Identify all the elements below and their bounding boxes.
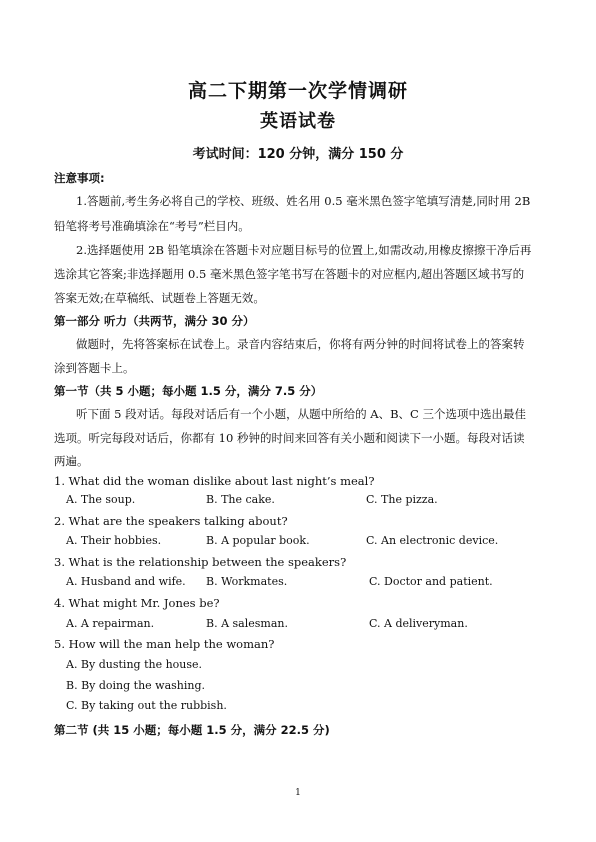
section1-heading: 第一节（共 5 小题；每小题 1.5 分，满分 7.5 分） [54,384,323,398]
question-4-option-c: C. A deliveryman. [369,617,468,630]
section1-intro-line-2: 选项。听完每段对话后，你都有 10 秒钟的时间来回答有关小题和阅读下一小题。每段对话读 [54,431,525,445]
question-5-option-c: C. By taking out the rubbish. [66,699,227,712]
section2-heading: 第二节 (共 15 小题；每小题 1.5 分，满分 22.5 分) [54,723,330,737]
page-number: 1 [295,788,301,798]
question-4-option-b: B. A salesman. [206,617,288,630]
question-2-option-a: A. Their hobbies. [66,534,162,547]
question-3-option-b: B. Workmates. [206,575,288,588]
question-3-option-c: C. Doctor and patient. [369,575,493,588]
note-item-2-line-1: 2.选择题使用 2B 铅笔填涂在答题卡对应题目标号的位置上,如需改动,用橡皮擦擦干净后再 [76,243,532,257]
question-1-stem: 1. What did the woman dislike about last night’s meal? [54,474,375,488]
note-item-2-line-3: 答案无效;在草稿纸、试题卷上答题无效。 [54,291,265,305]
note-item-2-line-2: 选涂其它答案;非选择题用 0.5 毫米黑色签字笔书写在答题卡的对应框内,超出答题区域书写的 [54,267,525,281]
section1-intro-line-3: 两遍。 [54,454,89,468]
exam-info: 考试时间：120 分钟，满分 150 分 [192,147,404,162]
part1-heading: 第一部分 听力（共两节，满分 30 分） [54,314,255,328]
note-item-1-line-2: 铅笔将考号准确填涂在“考号”栏目内。 [54,219,250,233]
question-5-stem: 5. How will the man help the woman? [54,637,275,651]
question-3-option-a: A. Husband and wife. [66,575,186,588]
question-2-option-b: B. A popular book. [206,534,310,547]
question-4-stem: 4. What might Mr. Jones be? [54,596,220,610]
note-item-1-line-1: 1.答题前,考生务必将自己的学校、班级、姓名用 0.5 毫米黑色签字笔填写清楚,同时用 2B [76,194,531,208]
question-2-option-c: C. An electronic device. [366,534,499,547]
part1-intro-line-2: 涂到答题卡上。 [54,361,135,375]
part1-intro-line-1: 做题时，先将答案标在试卷上。录音内容结束后，你将有两分钟的时间将试卷上的答案转 [76,337,525,351]
question-1-option-a: A. The soup. [66,493,136,506]
exam-title: 高二下期第一次学情调研 [187,80,408,102]
notes-heading: 注意事项: [54,171,105,185]
section1-intro-line-1: 听下面 5 段对话。每段对话后有一个小题，从题中所给的 A、B、C 三个选项中选出最佳 [76,407,526,421]
question-5-option-a: A. By dusting the house. [66,658,203,671]
question-4-option-a: A. A repairman. [66,617,155,630]
question-1-option-b: B. The cake. [206,493,275,506]
question-2-stem: 2. What are the speakers talking about? [54,514,288,528]
question-1-option-c: C. The pizza. [366,493,438,506]
question-3-stem: 3. What is the relationship between the speakers? [54,555,347,569]
question-5-option-b: B. By doing the washing. [66,679,206,692]
exam-subtitle: 英语试卷 [260,111,336,132]
